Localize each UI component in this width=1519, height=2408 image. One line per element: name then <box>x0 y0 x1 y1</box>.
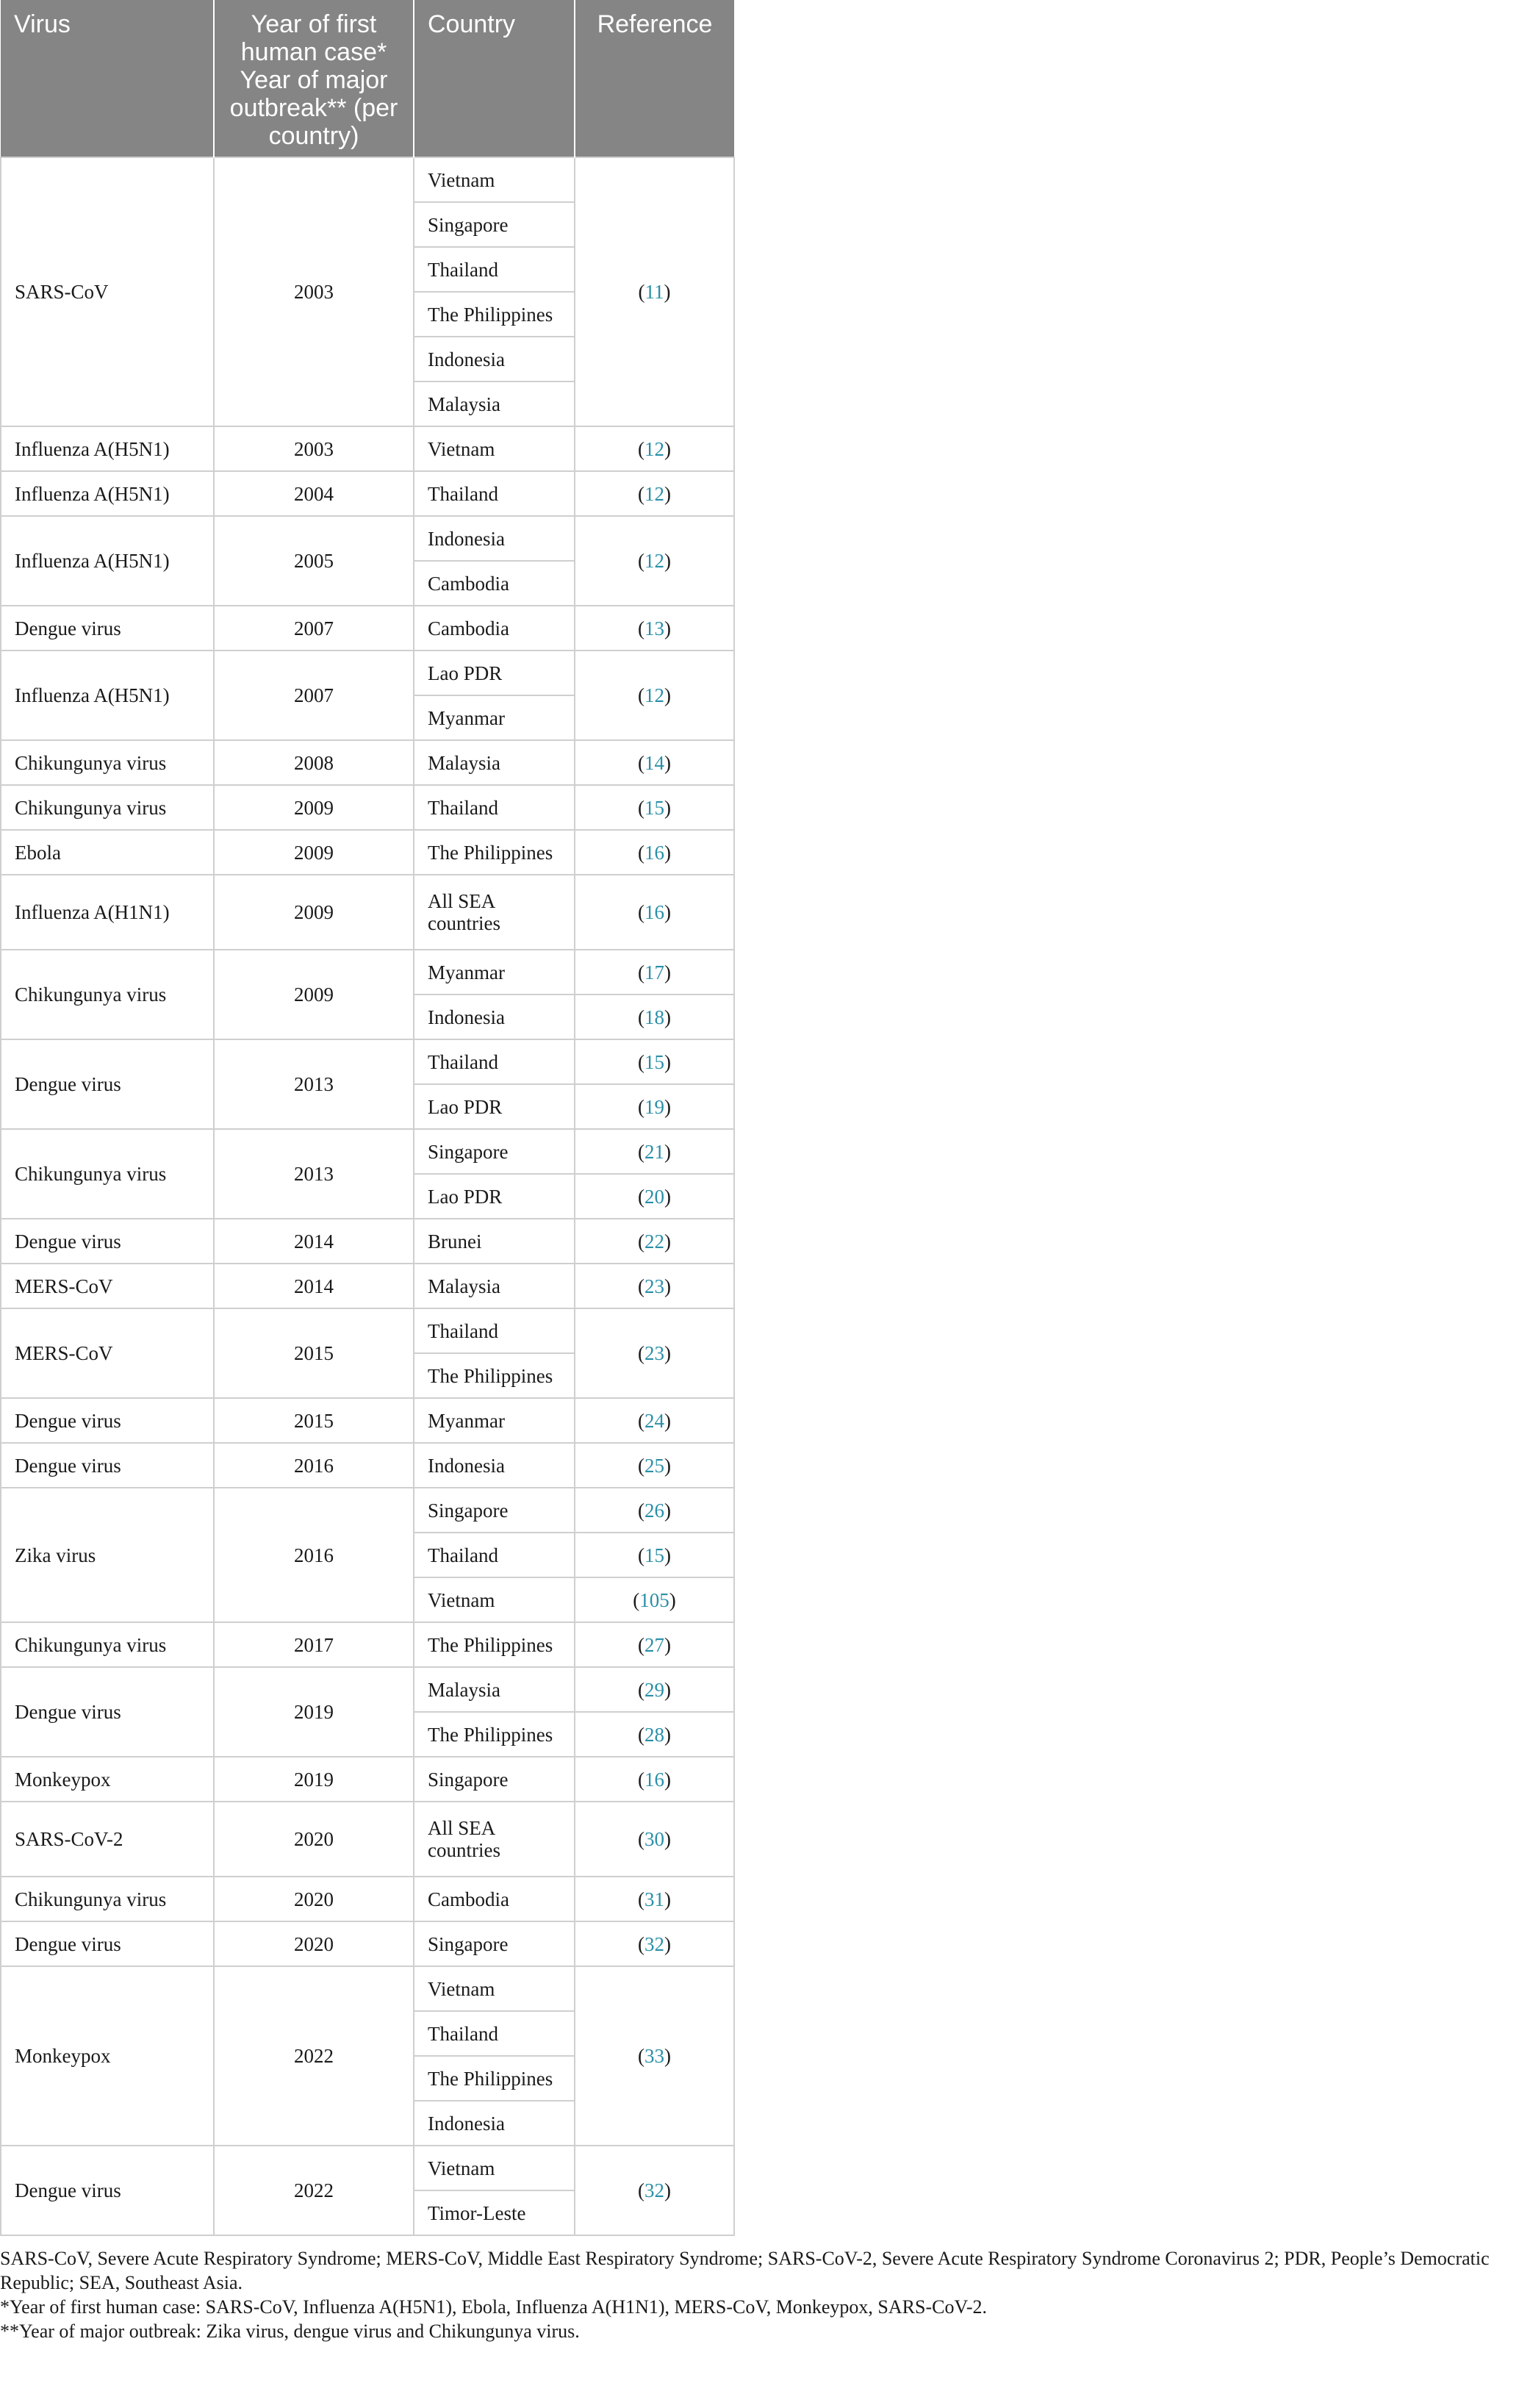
table-row <box>1 426 734 471</box>
header-year: Year of first human case* Year of major outbreak** (per country) <box>214 0 414 157</box>
virus-cell: Chikungunya virus <box>1 785 214 830</box>
reference-paren-open: ( <box>638 1454 644 1477</box>
year-cell: 2014 <box>214 1264 414 1308</box>
reference-paren-close: ) <box>664 1275 671 1297</box>
table-body <box>1 157 734 2235</box>
reference-paren-open: ( <box>638 1185 644 1208</box>
virus-cell: Influenza A(H5N1) <box>1 426 214 471</box>
reference-link[interactable]: 33 <box>644 2045 664 2067</box>
virus-cell: Influenza A(H5N1) <box>1 471 214 516</box>
reference-cell <box>575 516 734 606</box>
reference-paren-close: ) <box>664 437 671 460</box>
reference-paren-close: ) <box>664 1932 671 1955</box>
table-row <box>1 651 734 695</box>
reference-paren-close: ) <box>664 1888 671 1910</box>
reference-paren-open: ( <box>638 1342 644 1364</box>
reference-paren-close: ) <box>664 550 671 572</box>
country-cell: The Philippines <box>414 292 575 337</box>
country-cell: Indonesia <box>414 516 575 561</box>
virus-cell: Dengue virus <box>1 1921 214 1966</box>
reference-cell <box>575 1398 734 1443</box>
virus-cell: Chikungunya virus <box>1 740 214 785</box>
reference-link[interactable]: 16 <box>644 1768 664 1791</box>
reference-cell <box>575 2146 734 2235</box>
reference-link[interactable]: 24 <box>644 1409 664 1432</box>
reference-paren-close: ) <box>664 281 671 303</box>
virus-cell: SARS-CoV-2 <box>1 1802 214 1877</box>
reference-cell <box>575 1174 734 1219</box>
reference-paren-open: ( <box>638 1050 644 1073</box>
reference-paren-close: ) <box>664 751 671 774</box>
reference-paren-open: ( <box>638 617 644 639</box>
country-cell: Vietnam <box>414 2146 575 2190</box>
virus-cell: Influenza A(H5N1) <box>1 516 214 606</box>
reference-link[interactable]: 17 <box>644 961 664 983</box>
reference-link[interactable]: 12 <box>644 550 664 572</box>
table-row <box>1 1129 734 1174</box>
table-row <box>1 740 734 785</box>
header-virus: Virus <box>1 0 214 157</box>
table-row <box>1 1757 734 1802</box>
year-cell: 2009 <box>214 950 414 1039</box>
reference-paren-close: ) <box>664 1230 671 1253</box>
country-cell: Vietnam <box>414 426 575 471</box>
year-cell: 2013 <box>214 1129 414 1219</box>
table-row <box>1 1667 734 1712</box>
virus-cell: Dengue virus <box>1 606 214 651</box>
reference-paren-close: ) <box>664 961 671 983</box>
table-row <box>1 1488 734 1533</box>
reference-paren-close: ) <box>664 841 671 864</box>
reference-paren-open: ( <box>638 841 644 864</box>
country-cell: Thailand <box>414 247 575 292</box>
header-country: Country <box>414 0 575 157</box>
reference-cell <box>575 1966 734 2146</box>
country-cell: Lao PDR <box>414 1084 575 1129</box>
year-cell: 2015 <box>214 1398 414 1443</box>
country-cell: Lao PDR <box>414 1174 575 1219</box>
reference-link[interactable]: 13 <box>644 617 664 639</box>
table-row <box>1 1219 734 1264</box>
footnote-first-human-case: *Year of first human case: SARS-CoV, Influenza A(H5N1), Ebola, Influenza A(H1N1), MERS-CoV, Monkeypox, SARS-CoV-2. <box>0 2296 987 2318</box>
reference-cell <box>575 1443 734 1488</box>
table-row <box>1 1966 734 2011</box>
reference-paren-open: ( <box>638 1678 644 1701</box>
country-cell: Singapore <box>414 1488 575 1533</box>
reference-paren-open: ( <box>638 1499 644 1522</box>
footnote-major-outbreak: **Year of major outbreak: Zika virus, dengue virus and Chikungunya virus. <box>0 2321 580 2342</box>
year-cell: 2004 <box>214 471 414 516</box>
reference-link[interactable]: 15 <box>644 1544 664 1566</box>
reference-link[interactable]: 31 <box>644 1888 664 1910</box>
reference-cell <box>575 950 734 995</box>
country-cell: Malaysia <box>414 1667 575 1712</box>
reference-cell <box>575 157 734 426</box>
country-cell: Indonesia <box>414 2101 575 2146</box>
year-cell: 2016 <box>214 1488 414 1622</box>
year-cell: 2009 <box>214 785 414 830</box>
country-cell: All SEA countries <box>414 1802 575 1877</box>
reference-cell <box>575 1802 734 1877</box>
virus-cell: MERS-CoV <box>1 1308 214 1398</box>
reference-cell <box>575 426 734 471</box>
reference-cell <box>575 1877 734 1921</box>
table-row <box>1 1802 734 1877</box>
reference-paren-close: ) <box>664 2179 671 2201</box>
reference-cell <box>575 1921 734 1966</box>
country-cell: Singapore <box>414 1921 575 1966</box>
reference-paren-open: ( <box>638 437 644 460</box>
year-cell: 2017 <box>214 1622 414 1667</box>
reference-link[interactable]: 27 <box>644 1633 664 1656</box>
table-row <box>1 2146 734 2190</box>
country-cell: Timor-Leste <box>414 2190 575 2235</box>
country-cell: Cambodia <box>414 606 575 651</box>
reference-link[interactable]: 20 <box>644 1185 664 1208</box>
country-cell: The Philippines <box>414 830 575 875</box>
year-cell: 2003 <box>214 426 414 471</box>
reference-paren-close: ) <box>664 1006 671 1028</box>
virus-cell: SARS-CoV <box>1 157 214 426</box>
reference-cell <box>575 471 734 516</box>
reference-paren-open: ( <box>638 1723 644 1746</box>
reference-paren-open: ( <box>638 1275 644 1297</box>
table-row <box>1 830 734 875</box>
country-cell: Cambodia <box>414 561 575 606</box>
reference-cell <box>575 1712 734 1757</box>
reference-link[interactable]: 25 <box>644 1454 664 1477</box>
year-cell: 2019 <box>214 1757 414 1802</box>
year-cell: 2009 <box>214 875 414 950</box>
year-cell: 2009 <box>214 830 414 875</box>
virus-cell: Chikungunya virus <box>1 1877 214 1921</box>
table-footnotes <box>0 2246 1499 2343</box>
year-cell: 2020 <box>214 1877 414 1921</box>
reference-paren-open: ( <box>633 1588 640 1611</box>
year-cell: 2020 <box>214 1921 414 1966</box>
virus-cell: Dengue virus <box>1 1219 214 1264</box>
year-cell: 2013 <box>214 1039 414 1129</box>
reference-paren-open: ( <box>638 1828 644 1850</box>
reference-paren-close: ) <box>664 1678 671 1701</box>
reference-paren-open: ( <box>638 1768 644 1791</box>
reference-paren-open: ( <box>638 2045 644 2067</box>
reference-paren-open: ( <box>638 751 644 774</box>
country-cell: Vietnam <box>414 1577 575 1622</box>
reference-paren-open: ( <box>638 1633 644 1656</box>
reference-paren-close: ) <box>664 1095 671 1118</box>
reference-cell <box>575 1667 734 1712</box>
country-cell: All SEA countries <box>414 875 575 950</box>
table-row <box>1 606 734 651</box>
table-header <box>1 0 734 157</box>
reference-link[interactable]: 22 <box>644 1230 664 1253</box>
country-cell: Vietnam <box>414 1966 575 2011</box>
country-cell: The Philippines <box>414 1353 575 1398</box>
country-cell: Thailand <box>414 2011 575 2056</box>
reference-paren-open: ( <box>638 961 644 983</box>
table-row <box>1 950 734 995</box>
table-row <box>1 1039 734 1084</box>
reference-paren-open: ( <box>638 1140 644 1163</box>
reference-link[interactable]: 28 <box>644 1723 664 1746</box>
reference-paren-open: ( <box>638 796 644 819</box>
reference-paren-open: ( <box>638 901 644 923</box>
country-cell: Singapore <box>414 1757 575 1802</box>
virus-cell: Ebola <box>1 830 214 875</box>
reference-paren-open: ( <box>638 281 645 303</box>
table-row <box>1 471 734 516</box>
year-cell: 2007 <box>214 606 414 651</box>
country-cell: The Philippines <box>414 2056 575 2101</box>
reference-paren-close: ) <box>664 1050 671 1073</box>
country-cell: Myanmar <box>414 695 575 740</box>
country-cell: Lao PDR <box>414 651 575 695</box>
reference-link[interactable]: 26 <box>644 1499 664 1522</box>
reference-paren-close: ) <box>664 617 671 639</box>
reference-paren-close: ) <box>664 1342 671 1364</box>
year-cell: 2008 <box>214 740 414 785</box>
reference-link[interactable]: 18 <box>644 1006 664 1028</box>
reference-link[interactable]: 12 <box>644 684 664 706</box>
reference-cell <box>575 740 734 785</box>
reference-paren-open: ( <box>638 1888 644 1910</box>
reference-cell <box>575 785 734 830</box>
reference-cell <box>575 606 734 651</box>
virus-cell: Dengue virus <box>1 1667 214 1757</box>
reference-link[interactable]: 21 <box>644 1140 664 1163</box>
country-cell: Malaysia <box>414 740 575 785</box>
reference-link[interactable]: 12 <box>644 482 664 505</box>
reference-paren-open: ( <box>638 1409 644 1432</box>
virus-cell: Dengue virus <box>1 1398 214 1443</box>
table-row <box>1 516 734 561</box>
virus-cell: Monkeypox <box>1 1757 214 1802</box>
table-row <box>1 1398 734 1443</box>
reference-link[interactable]: 15 <box>644 796 664 819</box>
table-row <box>1 1264 734 1308</box>
country-cell: Malaysia <box>414 1264 575 1308</box>
reference-paren-open: ( <box>638 1230 644 1253</box>
table-row <box>1 875 734 950</box>
header-row <box>1 0 734 157</box>
reference-paren-open: ( <box>638 684 644 706</box>
reference-link[interactable]: 16 <box>644 901 664 923</box>
reference-cell <box>575 1488 734 1533</box>
virus-cell: Dengue virus <box>1 2146 214 2235</box>
reference-paren-open: ( <box>638 550 644 572</box>
country-cell: Indonesia <box>414 995 575 1039</box>
reference-cell <box>575 1533 734 1577</box>
reference-link[interactable]: 32 <box>644 1932 664 1955</box>
virus-cell: Monkeypox <box>1 1966 214 2146</box>
country-cell: Myanmar <box>414 950 575 995</box>
country-cell: Vietnam <box>414 157 575 202</box>
virus-cell: MERS-CoV <box>1 1264 214 1308</box>
reference-cell <box>575 1084 734 1129</box>
country-cell: Indonesia <box>414 337 575 381</box>
footnote-abbreviations: SARS-CoV, Severe Acute Respiratory Syndrome; MERS-CoV, Middle East Respiratory Syndrome; SARS-CoV-2, Severe Acute Respiratory Syndrome Coronavirus 2; PDR, People’s Democratic Republic; SEA, Southeast Asia. <box>0 2248 1490 2293</box>
reference-paren-close: ) <box>664 1499 671 1522</box>
reference-cell <box>575 1308 734 1398</box>
reference-link[interactable]: 32 <box>644 2179 664 2201</box>
country-cell: Thailand <box>414 1039 575 1084</box>
reference-paren-close: ) <box>664 1409 671 1432</box>
table-row <box>1 1443 734 1488</box>
reference-link[interactable]: 16 <box>644 841 664 864</box>
reference-paren-close: ) <box>664 482 671 505</box>
reference-cell <box>575 875 734 950</box>
reference-link[interactable]: 23 <box>644 1275 664 1297</box>
country-cell: The Philippines <box>414 1622 575 1667</box>
country-cell: Thailand <box>414 1533 575 1577</box>
virus-cell: Zika virus <box>1 1488 214 1622</box>
virus-cell: Dengue virus <box>1 1443 214 1488</box>
virus-cell: Influenza A(H1N1) <box>1 875 214 950</box>
year-cell: 2022 <box>214 2146 414 2235</box>
country-cell: Brunei <box>414 1219 575 1264</box>
reference-cell <box>575 1039 734 1084</box>
reference-cell <box>575 1622 734 1667</box>
table-row <box>1 785 734 830</box>
reference-link[interactable]: 19 <box>644 1095 664 1118</box>
country-cell: Malaysia <box>414 381 575 426</box>
table-row <box>1 1622 734 1667</box>
country-cell: Indonesia <box>414 1443 575 1488</box>
reference-link[interactable]: 105 <box>639 1588 669 1611</box>
year-cell: 2014 <box>214 1219 414 1264</box>
reference-paren-open: ( <box>638 482 644 505</box>
header-reference: Reference <box>575 0 734 157</box>
reference-link[interactable]: 23 <box>644 1342 664 1364</box>
reference-paren-close: ) <box>664 1633 671 1656</box>
country-cell: Myanmar <box>414 1398 575 1443</box>
virus-outbreak-table <box>0 0 735 2236</box>
reference-paren-close: ) <box>664 2045 671 2067</box>
year-cell: 2015 <box>214 1308 414 1398</box>
virus-cell: Influenza A(H5N1) <box>1 651 214 740</box>
year-cell: 2007 <box>214 651 414 740</box>
table-row <box>1 1921 734 1966</box>
country-cell: Singapore <box>414 1129 575 1174</box>
country-cell: Thailand <box>414 1308 575 1353</box>
table-row <box>1 1308 734 1353</box>
reference-paren-close: ) <box>664 1140 671 1163</box>
reference-paren-close: ) <box>664 1454 671 1477</box>
country-cell: Cambodia <box>414 1877 575 1921</box>
reference-cell <box>575 1219 734 1264</box>
virus-cell: Chikungunya virus <box>1 1129 214 1219</box>
reference-paren-close: ) <box>664 796 671 819</box>
virus-cell: Chikungunya virus <box>1 1622 214 1667</box>
reference-paren-close: ) <box>664 1723 671 1746</box>
reference-paren-close: ) <box>669 1588 676 1611</box>
reference-cell <box>575 1264 734 1308</box>
reference-link[interactable]: 30 <box>644 1828 664 1850</box>
reference-paren-close: ) <box>664 1544 671 1566</box>
virus-cell: Dengue virus <box>1 1039 214 1129</box>
reference-paren-close: ) <box>664 901 671 923</box>
reference-cell <box>575 1577 734 1622</box>
reference-paren-open: ( <box>638 2179 644 2201</box>
reference-cell <box>575 1757 734 1802</box>
reference-cell <box>575 651 734 740</box>
reference-paren-close: ) <box>664 1828 671 1850</box>
reference-link[interactable]: 29 <box>644 1678 664 1701</box>
reference-link[interactable]: 14 <box>644 751 664 774</box>
reference-paren-open: ( <box>638 1932 644 1955</box>
country-cell: Thailand <box>414 471 575 516</box>
reference-cell <box>575 995 734 1039</box>
reference-paren-open: ( <box>638 1544 644 1566</box>
country-cell: Thailand <box>414 785 575 830</box>
reference-cell <box>575 830 734 875</box>
year-cell: 2005 <box>214 516 414 606</box>
year-cell: 2016 <box>214 1443 414 1488</box>
virus-cell: Chikungunya virus <box>1 950 214 1039</box>
table-row <box>1 157 734 202</box>
reference-paren-close: ) <box>664 684 671 706</box>
year-cell: 2003 <box>214 157 414 426</box>
reference-cell <box>575 1129 734 1174</box>
country-cell: The Philippines <box>414 1712 575 1757</box>
reference-paren-open: ( <box>638 1095 644 1118</box>
year-cell: 2019 <box>214 1667 414 1757</box>
reference-paren-close: ) <box>664 1768 671 1791</box>
table-row <box>1 1877 734 1921</box>
reference-link[interactable]: 12 <box>644 437 664 460</box>
reference-link[interactable]: 11 <box>644 281 664 303</box>
year-cell: 2022 <box>214 1966 414 2146</box>
reference-paren-open: ( <box>638 1006 644 1028</box>
reference-paren-close: ) <box>664 1185 671 1208</box>
reference-link[interactable]: 15 <box>644 1050 664 1073</box>
year-cell: 2020 <box>214 1802 414 1877</box>
country-cell: Singapore <box>414 202 575 247</box>
